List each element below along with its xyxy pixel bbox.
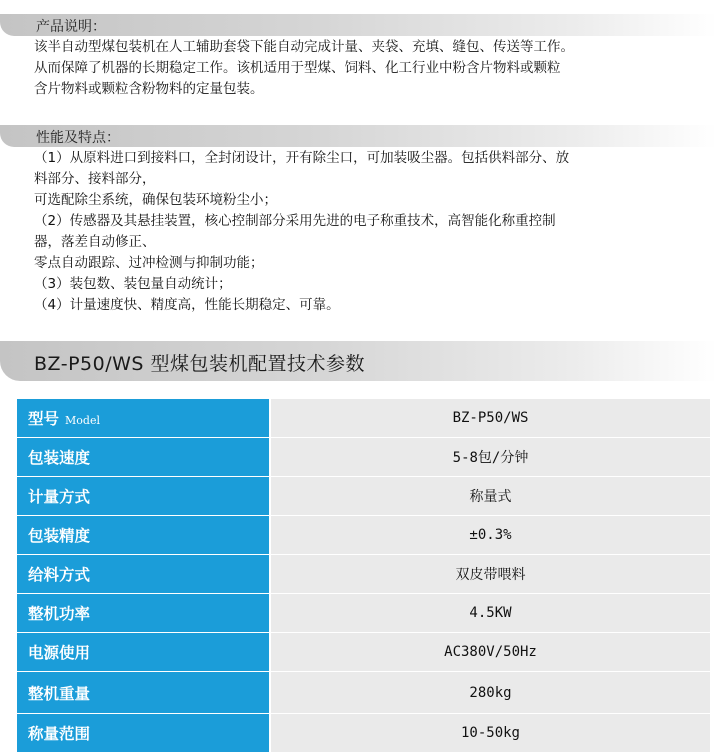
spec-value: ±0.3% (270, 516, 710, 555)
features-text (34, 148, 694, 316)
spec-label-cell (17, 399, 270, 438)
spec-value: 双皮带喂料 (270, 555, 710, 594)
spec-value: 称量式 (270, 477, 710, 516)
spec-label: 整机重量 (17, 672, 270, 714)
intro-line: 含片物料或颗粒含粉物料的定量包装。 (34, 81, 264, 97)
spec-label: 电源使用 (17, 633, 270, 672)
spec-label: 给料方式 (17, 555, 270, 594)
features-section-title: 性能及特点： (36, 130, 120, 146)
feature-line: 可选配除尘系统，确保包装环境粉尘小； (34, 192, 277, 208)
table-row (17, 555, 710, 594)
feature-line: （3）装包数、装包量自动统计； (34, 276, 232, 292)
feature-line: 零点自动跟踪、过冲检测与抑制功能； (34, 255, 264, 271)
spec-label: 包装精度 (17, 516, 270, 555)
spec-value: 280kg (270, 672, 710, 714)
feature-line: 器，落差自动修正、 (34, 234, 156, 250)
intro-line: 从而保障了机器的长期稳定工作。该机适用于型煤、饲料、化工行业中粉含片物料或颗粒 (34, 60, 561, 76)
spec-label: 整机功率 (17, 594, 270, 633)
spec-section-title: BZ-P50/WS 型煤包装机配置技术参数 (34, 353, 365, 375)
intro-section-header (0, 14, 717, 36)
feature-line: 料部分、接料部分， (34, 171, 156, 187)
table-row (17, 516, 710, 555)
table-row (17, 399, 710, 438)
table-row (17, 477, 710, 516)
spec-label: 包装速度 (17, 438, 270, 477)
spec-value: 10-50kg (270, 714, 710, 753)
spec-label: 计量方式 (17, 477, 270, 516)
spec-section-header (0, 341, 717, 381)
spec-value: 4.5KW (270, 594, 710, 633)
spec-value: BZ-P50/WS (270, 399, 710, 438)
features-section-header (0, 125, 717, 147)
feature-line: （2）传感器及其悬挂装置，核心控制部分采用先进的电子称重技术，高智能化称重控制 (34, 213, 556, 229)
table-row (17, 594, 710, 633)
spec-label: 型号 (28, 410, 60, 428)
spec-value: AC380V/50Hz (270, 633, 710, 672)
feature-line: （4）计量速度快、精度高，性能长期稳定、可靠。 (34, 297, 340, 313)
feature-line: （1）从原料进口到接料口，全封闭设计，开有除尘口，可加装吸尘器。包括供料部分、放 (34, 150, 570, 166)
spec-label-en: Model (65, 414, 100, 427)
intro-text (34, 37, 694, 100)
intro-line: 该半自动型煤包装机在人工辅助套袋下能自动完成计量、夹袋、充填、缝包、传送等工作。 (34, 39, 574, 55)
table-row (17, 633, 710, 672)
table-row (17, 672, 710, 714)
table-row (17, 438, 710, 477)
table-row (17, 714, 710, 753)
spec-value: 5-8包/分钟 (270, 438, 710, 477)
spec-table (17, 399, 710, 753)
spec-label: 称量范围 (17, 714, 270, 753)
intro-section-title: 产品说明： (36, 19, 106, 35)
